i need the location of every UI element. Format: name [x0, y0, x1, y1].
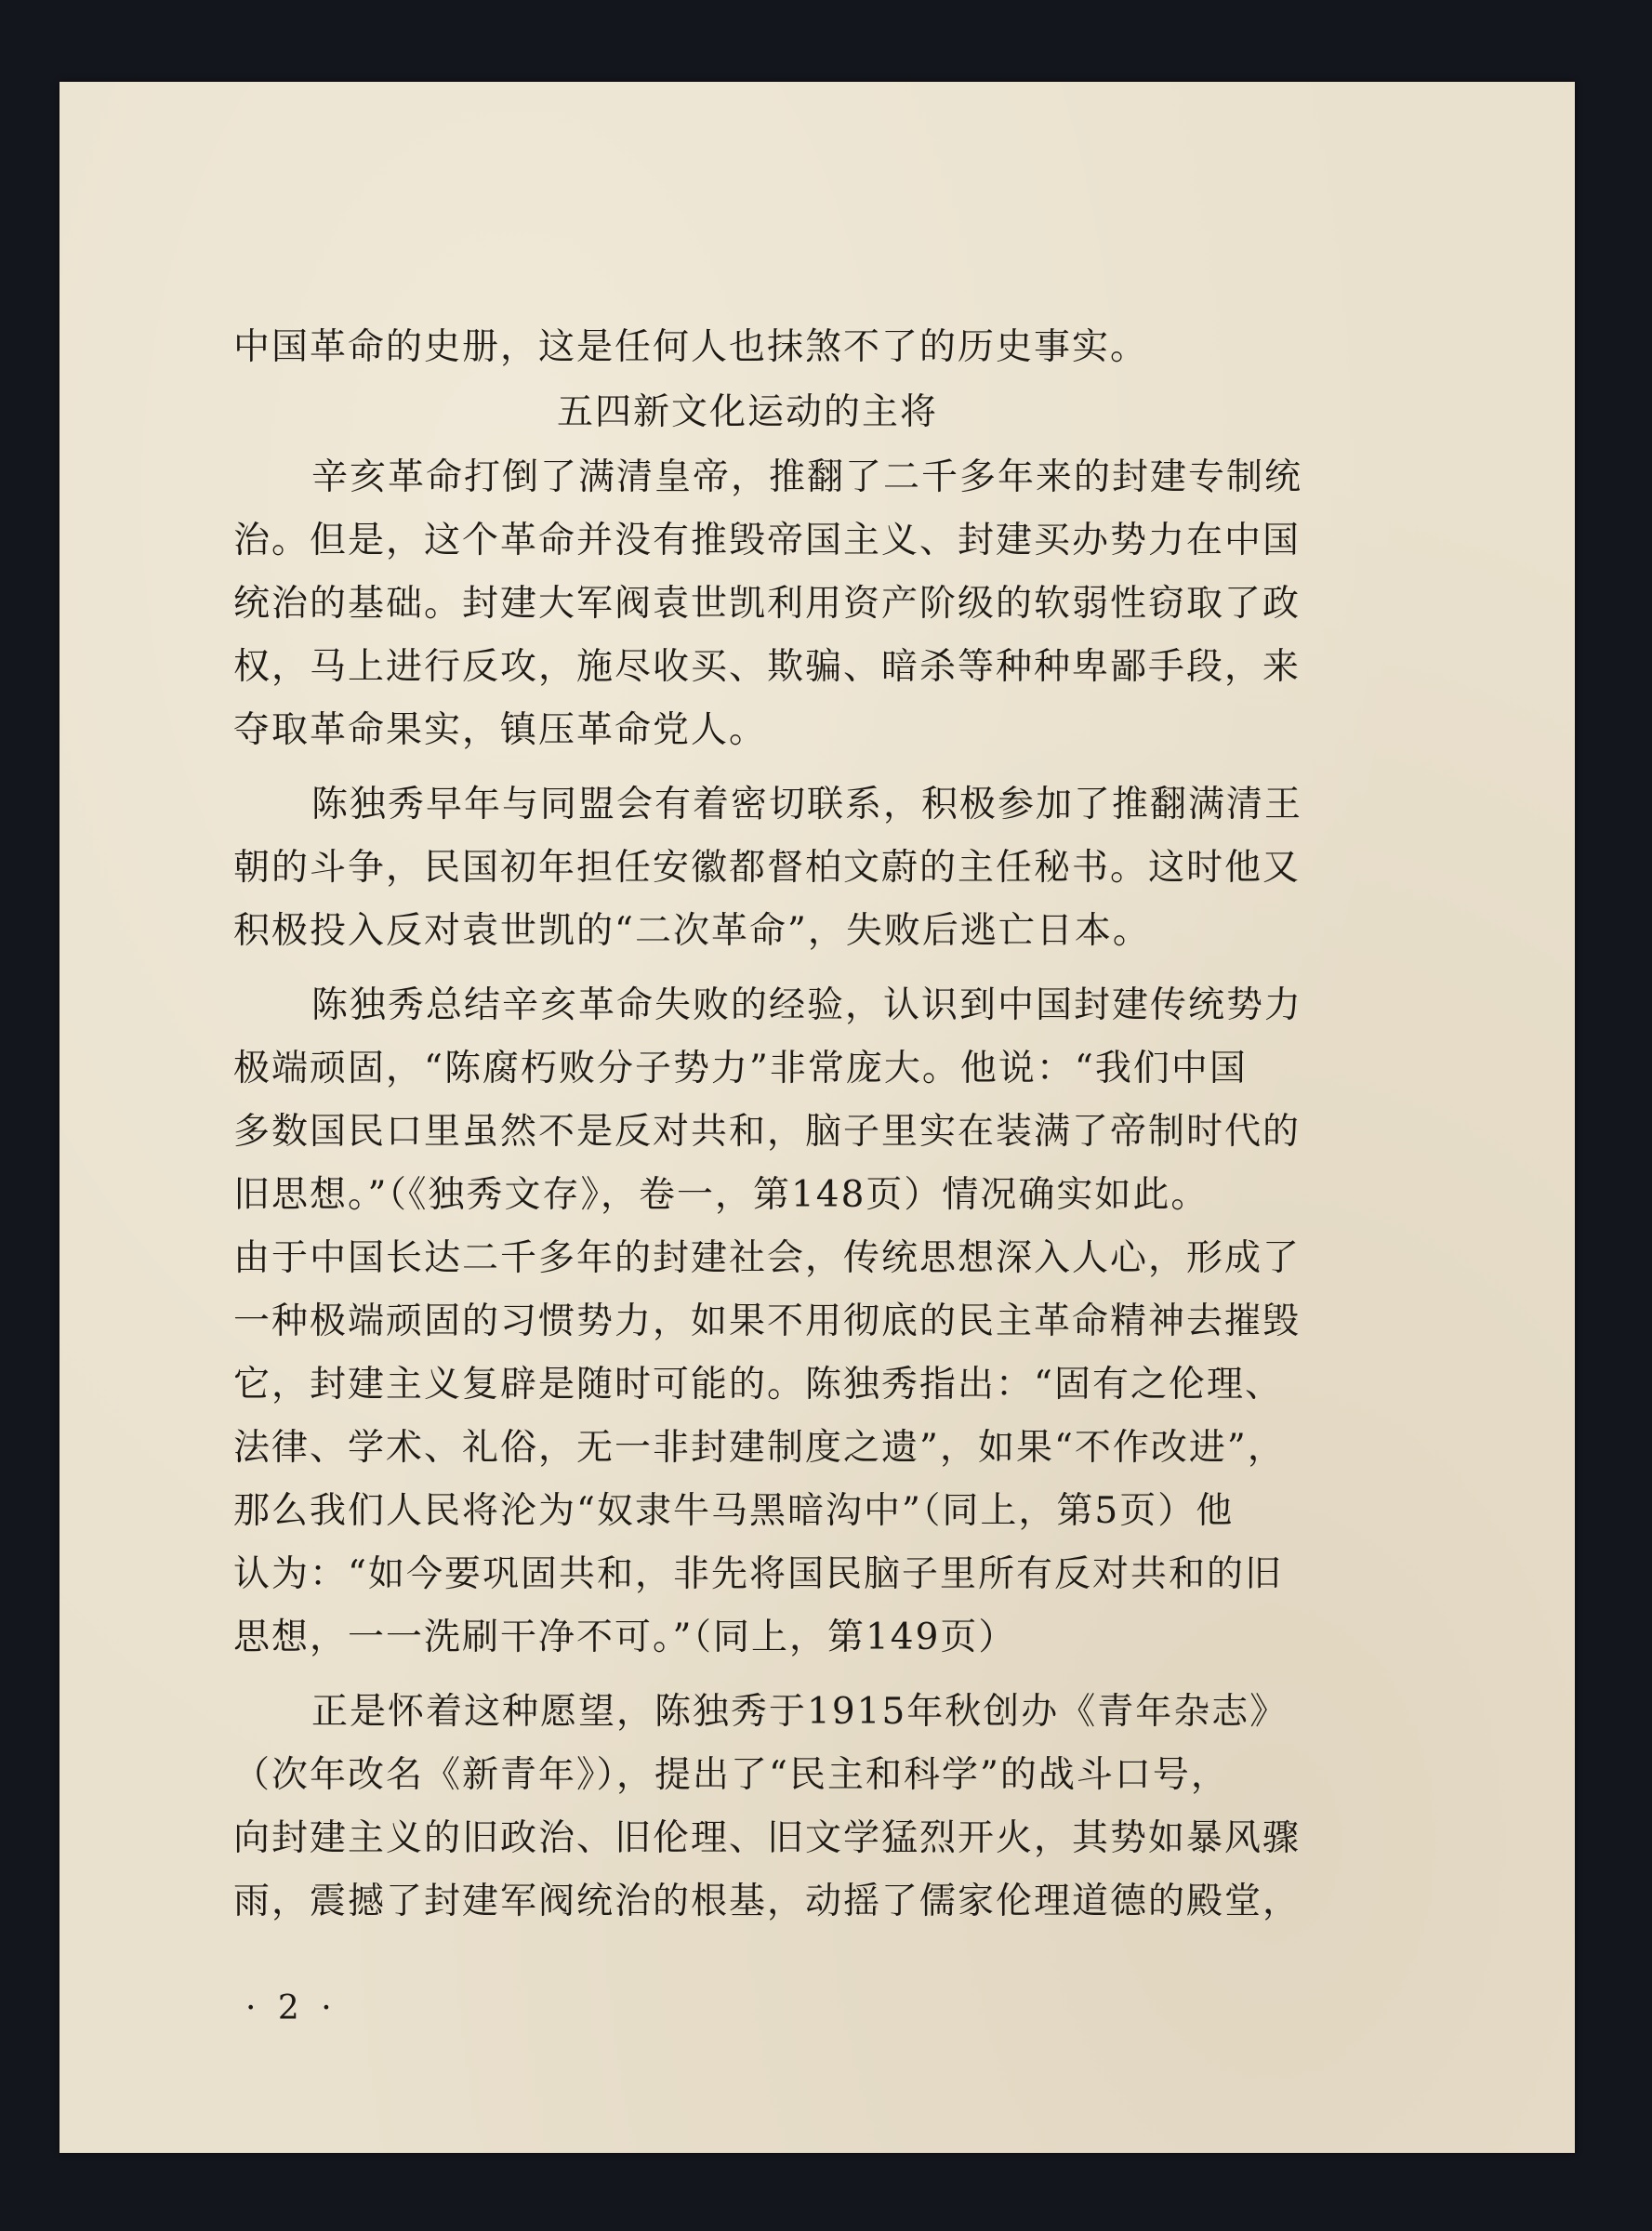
- paragraph-line: 夺取革命果实，镇压革命党人。: [233, 709, 768, 751]
- paragraph-2: [233, 773, 1330, 963]
- paragraph-line: 认为：“如今要巩固共和，非先将国民脑子里所有反对共和的旧: [233, 1553, 1283, 1595]
- paragraph-line: 由于中国长达二千多年的封建社会，传统思想深入人心，形成了: [233, 1237, 1302, 1279]
- paragraph-line: 正是怀着这种愿望，陈独秀于1915年秋创办《青年杂志》: [311, 1691, 1289, 1733]
- paragraph-line: 积极投入反对袁世凯的“二次革命”，失败后逃亡日本。: [233, 910, 1151, 952]
- body-text: [233, 316, 1330, 1934]
- paragraph-4: [233, 1681, 1330, 1934]
- paragraph-line: 陈独秀早年与同盟会有着密切联系，积极参加了推翻满清王: [311, 784, 1303, 825]
- paragraph-line: 辛亥革命打倒了满清皇帝，推翻了二千多年来的封建专制统: [311, 456, 1303, 498]
- paragraph-1: [233, 446, 1330, 762]
- paragraph-line: 多数国民口里虽然不是反对共和，脑子里实在装满了帝制时代的: [233, 1111, 1302, 1153]
- paragraph-line: 它，封建主义复辟是随时可能的。陈独秀指出：“固有之伦理、: [233, 1364, 1283, 1406]
- paragraph-line: 陈独秀总结辛亥革命失败的经验，认识到中国封建传统势力: [311, 984, 1303, 1026]
- paragraph-line: 治。但是，这个革命并没有推毁帝国主义、封建买办势力在中国: [233, 520, 1302, 561]
- paragraph-line: 旧思想。”（《独秀文存》，卷一，第148页）情况确实如此。: [233, 1174, 1209, 1216]
- paragraph-line: 法律、学术、礼俗，无一非封建制度之遗”，如果“不作改进”，: [233, 1427, 1286, 1469]
- paragraph-line: 权，马上进行反攻，施尽收买、欺骗、暗杀等种种卑鄙手段，来: [233, 646, 1302, 688]
- paragraph-line: 统治的基础。封建大军阀袁世凯利用资产阶级的软弱性窃取了政: [233, 583, 1302, 625]
- section-heading: 五四新文化运动的主将: [557, 391, 939, 433]
- paragraph-line: 向封建主义的旧政治、旧伦理、旧文学猛烈开火，其势如暴风骤: [233, 1817, 1302, 1859]
- paragraph-3: [233, 974, 1330, 1670]
- opening-line: 中国革命的史册，这是任何人也抹煞不了的历史事实。: [233, 326, 1149, 368]
- paragraph-line: 朝的斗争，民国初年担任安徽都督柏文蔚的主任秘书。这时他又: [233, 847, 1302, 889]
- paragraph-line: 极端顽固，“陈腐朽败分子势力”非常庞大。他说：“我们中国: [233, 1048, 1248, 1089]
- paragraph-line: 思想，一一洗刷干净不可。”（同上，第149页）: [233, 1617, 1017, 1658]
- document-page: [59, 82, 1575, 2153]
- paragraph-line: 一种极端顽固的习惯势力，如果不用彻底的民主革命精神去摧毁: [233, 1300, 1302, 1342]
- paragraph-line: 那么我们人民将沦为“奴隶牛马黑暗沟中”（同上，第5页）他: [233, 1490, 1235, 1532]
- paragraph-line: 雨，震撼了封建军阀统治的根基，动摇了儒家伦理道德的殿堂，: [233, 1881, 1302, 1922]
- paragraph-line: （次年改名《新青年》），提出了“民主和科学”的战斗口号，: [233, 1754, 1229, 1796]
- page-number: · 2 ·: [245, 1989, 337, 2027]
